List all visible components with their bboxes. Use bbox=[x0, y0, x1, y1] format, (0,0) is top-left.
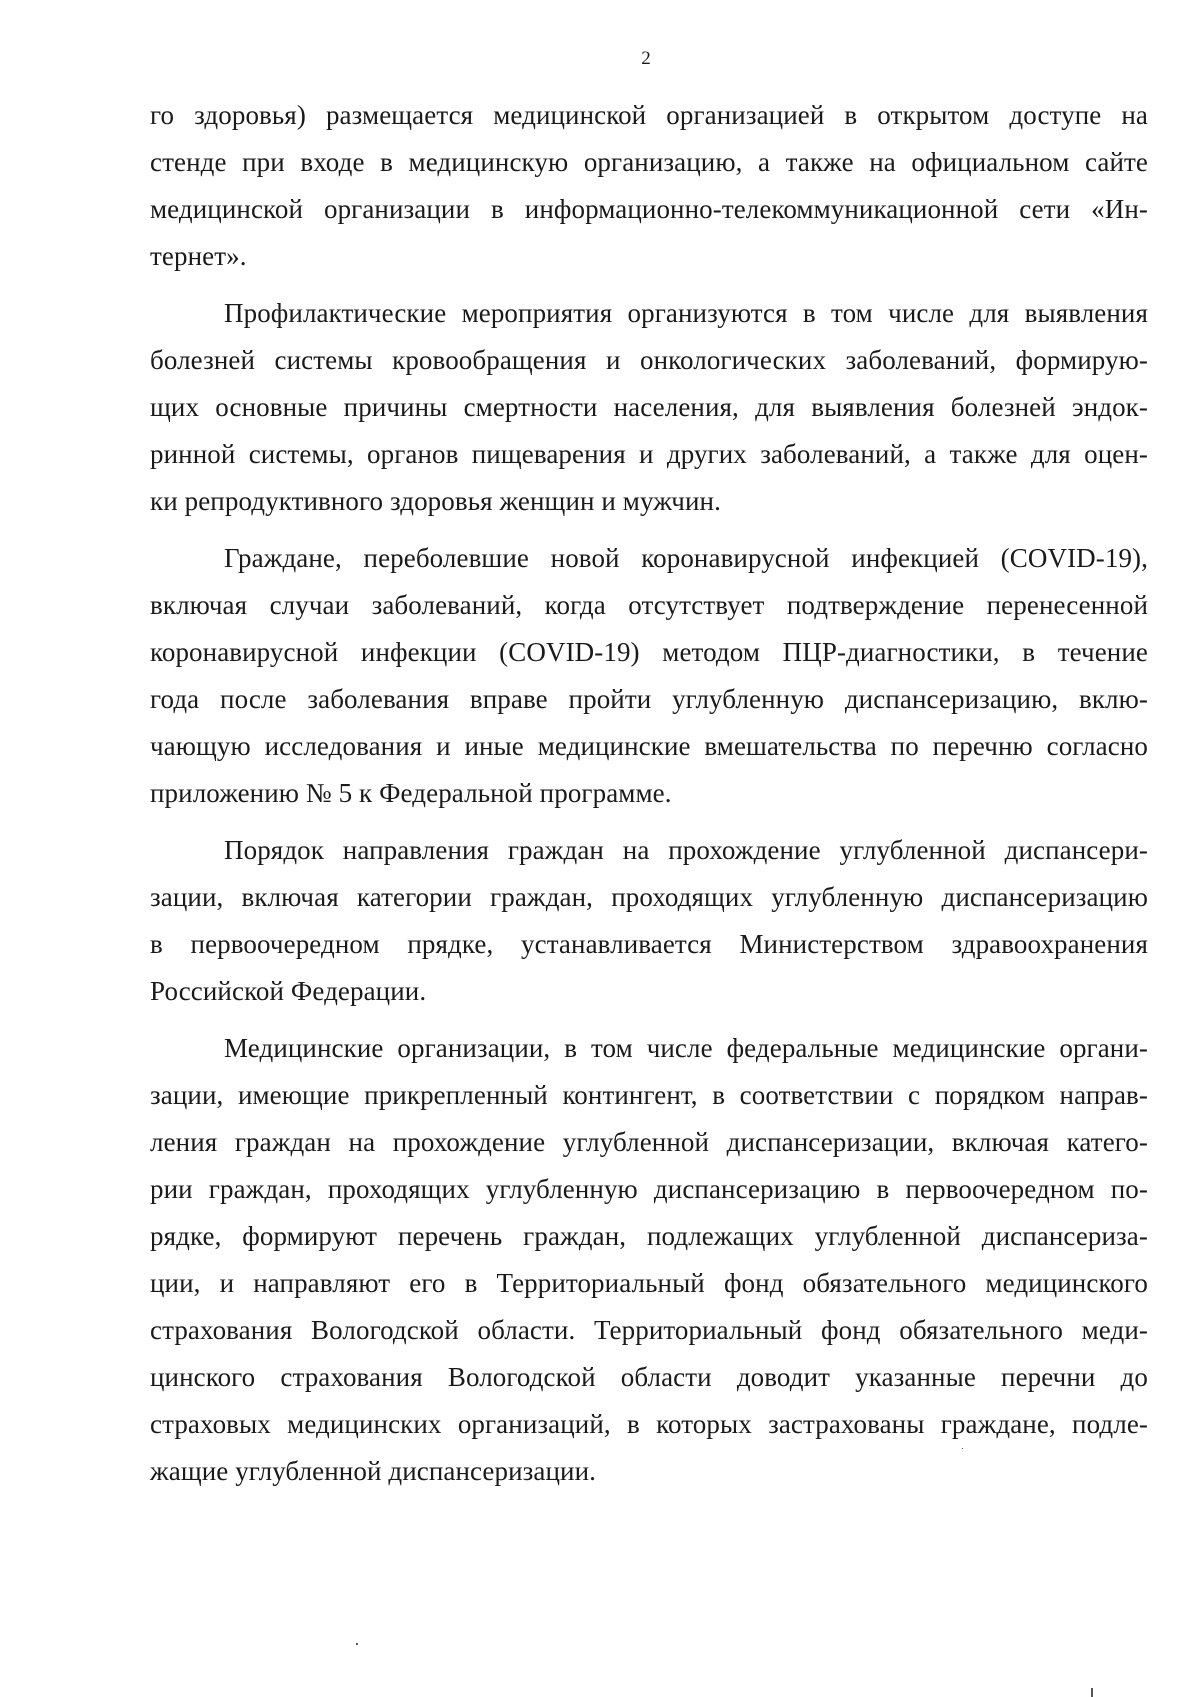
text-line: в первоочередном прядке, устанавливается Министерством здравоохранения bbox=[150, 929, 1148, 959]
text-line: приложению № 5 к Федеральной программе. bbox=[150, 778, 672, 808]
scan-speck bbox=[356, 1643, 358, 1645]
paragraph bbox=[150, 1025, 1148, 1495]
text-line: года после заболевания вправе пройти углубленную диспансеризацию, вклю- bbox=[150, 684, 1148, 714]
text-line: страховых медицинских организаций, в которых застрахованы граждане, подле- bbox=[150, 1409, 1148, 1439]
text-line: тернет». bbox=[150, 241, 247, 271]
document-body bbox=[150, 92, 1148, 1505]
text-line: Порядок направления граждан на прохождение углубленной диспансери- bbox=[224, 835, 1148, 865]
text-line: зации, включая категории граждан, проходящих углубленную диспансеризацию bbox=[150, 882, 1148, 912]
text-line: ки репродуктивного здоровья женщин и мужчин. bbox=[150, 486, 721, 516]
text-line: чающую исследования и иные медицинские вмешательства по перечню согласно bbox=[150, 731, 1148, 761]
text-line: ринной системы, органов пищеварения и других заболеваний, а также для оцен- bbox=[150, 439, 1148, 469]
paragraph bbox=[150, 92, 1148, 280]
scan-speck bbox=[1091, 1688, 1093, 1697]
text-line: Медицинские организации, в том числе федеральные медицинские органи- bbox=[224, 1033, 1148, 1063]
text-line: щих основные причины смертности населения, для выявления болезней эндок- bbox=[150, 392, 1148, 422]
paragraph bbox=[150, 535, 1148, 817]
page-number: 2 bbox=[641, 48, 651, 69]
text-line: медицинской организации в информационно-телекоммуникационной сети «Ин- bbox=[150, 194, 1148, 224]
scan-speck bbox=[962, 1448, 963, 1449]
paragraph bbox=[150, 290, 1148, 525]
text-line: ления граждан на прохождение углубленной диспансеризации, включая катего- bbox=[150, 1127, 1148, 1157]
text-line: ции, и направляют его в Территориальный фонд обязательного медицинского bbox=[150, 1268, 1148, 1298]
text-line: цинского страхования Вологодской области доводит указанные перечни до bbox=[150, 1362, 1148, 1392]
text-line: рядке, формируют перечень граждан, подлежащих углубленной диспансериза- bbox=[150, 1221, 1148, 1251]
text-line: рии граждан, проходящих углубленную диспансеризацию в первоочередном по- bbox=[150, 1174, 1148, 1204]
text-line: болезней системы кровообращения и онкологических заболеваний, формирую- bbox=[150, 345, 1148, 375]
text-line: включая случаи заболеваний, когда отсутствует подтверждение перенесенной bbox=[150, 590, 1148, 620]
paragraph bbox=[150, 827, 1148, 1015]
text-line: Граждане, переболевшие новой коронавирусной инфекцией (COVID-19), bbox=[224, 543, 1148, 573]
text-line: зации, имеющие прикрепленный контингент, в соответствии с порядком направ- bbox=[150, 1080, 1148, 1110]
text-line: го здоровья) размещается медицинской организацией в открытом доступе на bbox=[150, 100, 1148, 130]
text-line: коронавирусной инфекции (COVID-19) методом ПЦР-диагностики, в течение bbox=[150, 637, 1148, 667]
text-line: страхования Вологодской области. Территориальный фонд обязательного меди- bbox=[150, 1315, 1148, 1345]
text-line: Российской Федерации. bbox=[150, 976, 427, 1006]
text-line: стенде при входе в медицинскую организацию, а также на официальном сайте bbox=[150, 147, 1148, 177]
text-line: Профилактические мероприятия организуются в том числе для выявления bbox=[224, 298, 1148, 328]
text-line: жащие углубленной диспансеризации. bbox=[150, 1456, 596, 1486]
